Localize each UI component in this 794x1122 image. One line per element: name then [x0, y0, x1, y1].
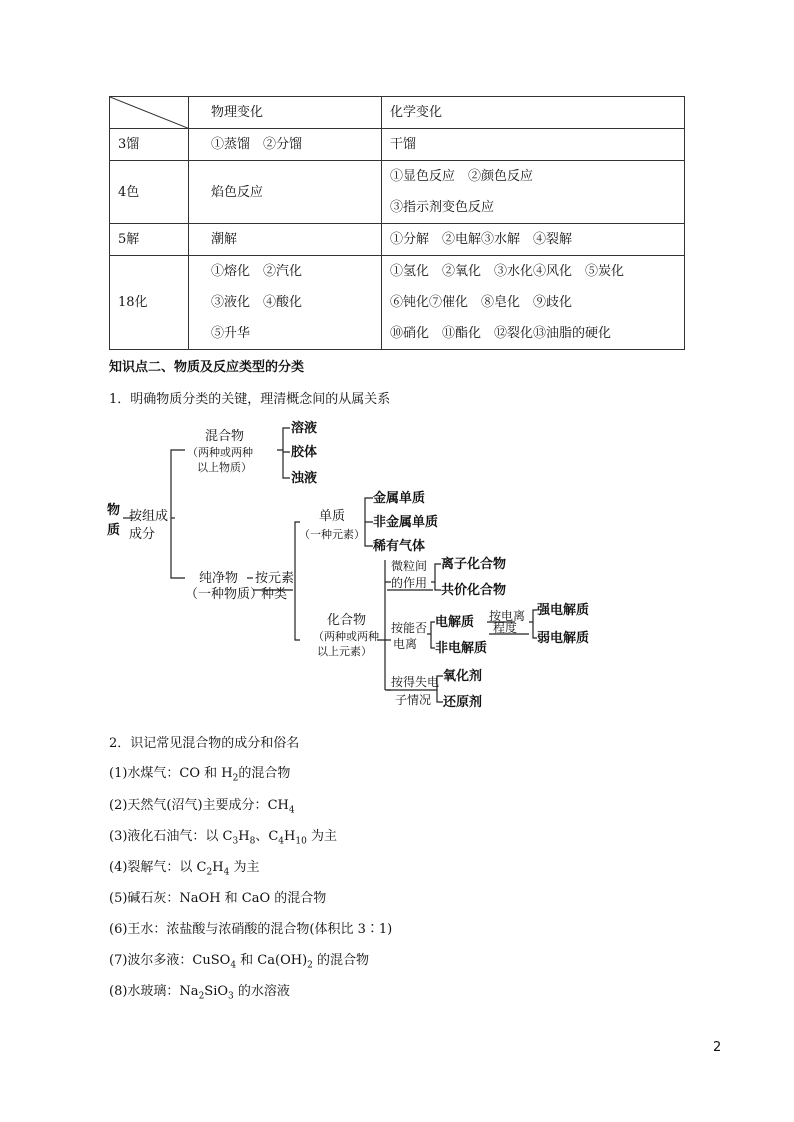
simple-type: 稀有气体	[373, 539, 426, 554]
mixture-name: (6)王水：	[109, 922, 167, 937]
mixture-item	[109, 918, 392, 937]
by-composition-label: 成分	[129, 527, 156, 542]
table-row	[110, 129, 685, 161]
mixture-text: 的混合物	[238, 766, 291, 781]
physical-cell	[189, 129, 382, 161]
diagonal-header-cell	[110, 97, 189, 129]
formula-subscript: 8	[249, 836, 256, 847]
row-label: 4色	[110, 161, 189, 224]
mixture-name: (2)天然气(沼气)主要成分：	[109, 798, 268, 813]
mixture-name: (7)波尔多液：	[109, 953, 193, 968]
table-row	[110, 256, 685, 350]
formula-subscript: 2	[206, 867, 213, 878]
cell-line: 干馏	[390, 137, 417, 152]
chemical-cell	[382, 129, 685, 161]
cell-line: ①氢化 ②氧化 ③水化④风化 ⑤炭化	[390, 264, 625, 279]
mixture-item	[109, 825, 337, 847]
by-ionize-label: 电离	[393, 637, 418, 651]
mixture-text: CH	[267, 798, 289, 813]
formula-subscript: 2	[307, 960, 313, 971]
by-electron-label: 按得失电	[391, 675, 440, 689]
pure-label: （一种物质）	[185, 587, 264, 602]
mixture-label: 以上物质）	[197, 461, 252, 474]
formula-subscript: 4	[288, 805, 295, 816]
page-number: 2	[713, 1040, 722, 1055]
pure-label: 纯净物	[199, 571, 239, 586]
chemical-cell	[382, 161, 685, 224]
degree-type: 强电解质	[537, 603, 590, 618]
mixture-item	[109, 949, 369, 971]
mixture-label: （两种或两种	[187, 446, 253, 459]
electrolyte-label: 电解质	[435, 615, 475, 630]
cell-line: ⑥钝化⑦催化 ⑧皂化 ⑨歧化	[390, 295, 573, 310]
mixture-text: 的水溶液	[233, 984, 290, 999]
mixture-text: H	[238, 829, 250, 844]
mixture-text: 浓盐酸与浓硝酸的混合物(体积比 3∶1)	[166, 922, 393, 937]
mixture-type: 胶体	[291, 445, 318, 460]
mixture-text: 的混合物	[312, 953, 370, 968]
mixture-name: (4)裂解气：	[109, 860, 180, 875]
cell-line: 潮解	[211, 232, 238, 247]
cell-line: ⑤升华	[211, 326, 251, 341]
nonelectrolyte-label: 非电解质	[435, 641, 488, 656]
mixture-label: 混合物	[205, 429, 245, 444]
mixture-text: CO 和 H	[179, 766, 233, 781]
formula-subscript: 3	[228, 991, 234, 1002]
formula-subscript: 2	[232, 773, 239, 784]
classification-tree-diagram	[95, 410, 605, 715]
formula-subscript: 2	[198, 991, 205, 1002]
cell-line: ③指示剂变色反应	[390, 200, 495, 215]
mixture-text: 以 C	[205, 829, 233, 844]
redox-type: 氧化剂	[443, 669, 483, 684]
compound-label: 以上元素）	[317, 645, 372, 658]
mixture-text: CuSO	[192, 953, 231, 968]
by-particle-label: 微粒间	[391, 559, 428, 573]
item-2-heading: 2．识记常见混合物的成分和俗名	[109, 736, 300, 751]
row-label: 5解	[110, 224, 189, 256]
mixture-item	[109, 762, 290, 784]
header-chemical: 化学变化	[382, 97, 685, 129]
mixture-text: 以 C	[179, 860, 207, 875]
particle-type: 共价化合物	[441, 583, 507, 598]
redox-type: 还原剂	[443, 695, 483, 710]
mixture-text: 为主	[229, 860, 260, 875]
mixture-name: (3)液化石油气：	[109, 829, 206, 844]
row-label: 18化	[110, 256, 189, 350]
table-row	[110, 161, 685, 224]
simple-label: （一种元素）	[299, 528, 365, 541]
root-label: 质	[107, 523, 121, 538]
formula-subscript: 3	[232, 836, 239, 847]
mixture-name: (1)水煤气：	[109, 766, 180, 781]
table-header-row	[110, 97, 685, 129]
formula-subscript: 4	[223, 867, 230, 878]
mixture-type: 溶液	[291, 421, 318, 436]
tree-labels	[107, 420, 589, 710]
mixture-item	[109, 856, 259, 878]
degree-type: 弱电解质	[537, 631, 590, 646]
change-comparison-table	[109, 96, 685, 350]
root-label: 物	[107, 503, 121, 518]
section-title: 知识点二、物质及反应类型的分类	[109, 360, 305, 375]
mixture-text: Na	[179, 984, 199, 999]
mixture-text: 、C	[255, 829, 279, 844]
by-degree-label: 按电离	[489, 609, 526, 623]
header-physical: 物理变化	[189, 97, 382, 129]
cell-line: ①分解 ②电解③水解 ④裂解	[390, 232, 573, 247]
by-degree-label: 程度	[493, 621, 518, 635]
formula-subscript: 4	[278, 836, 285, 847]
compound-label: 化合物	[327, 613, 367, 628]
by-ionize-label: 按能否	[391, 621, 428, 635]
cell-line: ③液化 ④酸化	[211, 295, 303, 310]
physical-cell	[189, 256, 382, 350]
physical-cell	[189, 224, 382, 256]
row-label: 3馏	[110, 129, 189, 161]
mixture-item	[109, 794, 295, 816]
particle-type: 离子化合物	[441, 557, 507, 572]
cell-line: ①显色反应 ②颜色反应	[390, 169, 534, 184]
mixture-type: 浊液	[291, 471, 318, 486]
cell-line: ①蒸馏 ②分馏	[211, 137, 303, 152]
by-element-label: 按元素	[255, 571, 295, 586]
cell-line: 焰色反应	[211, 184, 264, 200]
mixture-text: 和 Ca(OH)	[236, 953, 308, 968]
compound-label: （两种或两种	[313, 630, 379, 643]
mixture-text: H	[212, 860, 224, 875]
mixture-item	[109, 887, 326, 906]
mixture-text: 为主	[306, 829, 337, 844]
item-1-heading: 1．明确物质分类的关键，理清概念间的从属关系	[109, 392, 391, 407]
cell-line: ①熔化 ②汽化	[211, 264, 303, 279]
mixture-name: (8)水玻璃：	[109, 984, 180, 999]
chemical-cell	[382, 224, 685, 256]
chemical-cell	[382, 256, 685, 350]
table-row	[110, 224, 685, 256]
simple-type: 非金属单质	[373, 515, 439, 530]
simple-type: 金属单质	[373, 491, 426, 506]
mixture-text: NaOH 和 CaO 的混合物	[179, 891, 327, 906]
by-particle-label: 的作用	[391, 576, 428, 590]
formula-subscript: 10	[295, 836, 307, 847]
simple-label: 单质	[319, 509, 346, 524]
physical-cell	[189, 161, 382, 224]
by-electron-label: 子情况	[395, 693, 432, 707]
by-element-label: 种类	[261, 587, 288, 602]
mixture-text: H	[284, 829, 296, 844]
formula-subscript: 4	[230, 960, 237, 971]
mixture-item	[109, 980, 290, 1002]
mixture-text: SiO	[204, 984, 229, 999]
mixture-name: (5)碱石灰：	[109, 891, 180, 906]
by-composition-label: 按组成	[129, 509, 169, 524]
cell-line: ⑩硝化 ⑪酯化 ⑫裂化⑬油脂的硬化	[390, 326, 612, 341]
